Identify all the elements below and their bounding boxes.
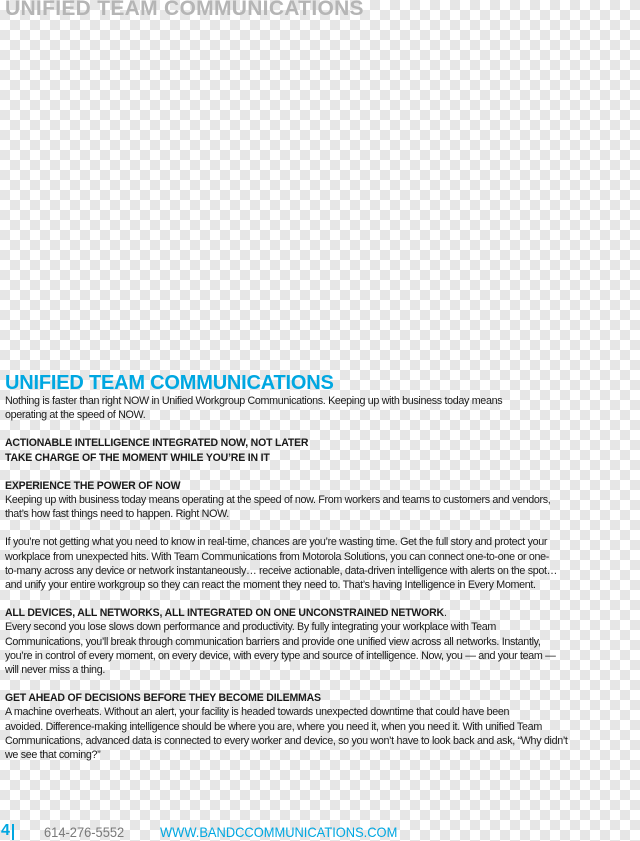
- section-heading-take-charge: TAKE CHARGE OF THE MOMENT WHILE YOU’RE IN IT: [5, 451, 270, 464]
- footer-phone: 614-276-5552: [44, 824, 125, 840]
- intro-paragraph: [5, 394, 637, 422]
- paragraph-line: A machine overheats. Without an alert, your facility is headed towards unexpected downtime that could have been: [5, 706, 510, 719]
- heading-period: .: [443, 607, 447, 620]
- paragraph-line: to-many across any device or network instantaneously… receive actionable, data-driven intelligence with alerts on the spot…: [5, 564, 558, 577]
- paragraph-power-of-now: [5, 493, 637, 521]
- section-heading-actionable: ACTIONABLE INTELLIGENCE INTEGRATED NOW, NOT LATER: [5, 437, 309, 450]
- document-body: [5, 372, 637, 762]
- paragraph-line: will never miss a thing.: [5, 664, 105, 677]
- footer-divider: [12, 824, 14, 840]
- section-heading-power-of-now: EXPERIENCE THE POWER OF NOW: [5, 479, 181, 492]
- paragraph-line: you’re in control of every moment, on every device, with every type and source of intelligence. Now, you — and your team —: [5, 649, 556, 662]
- paragraph-real-time: [5, 535, 637, 592]
- paragraph-line: we see that coming?”: [5, 749, 101, 762]
- paragraph-line: Keeping up with business today means operating at the speed of now. From workers and teams to customers and vendors,: [5, 494, 551, 507]
- intro-line: operating at the speed of NOW.: [5, 409, 146, 422]
- section-heading-all-devices: [5, 606, 637, 620]
- paragraph-line: If you’re not getting what you need to know in real-time, chances are you’re wasting time. Get the full story and protect your: [5, 536, 548, 549]
- footer-website-link[interactable]: WWW.BANDCCOMMUNICATIONS.COM: [160, 824, 398, 840]
- paragraph-line: that’s how fast things need to happen. Right NOW.: [5, 508, 229, 521]
- paragraph-line: Communications, you’ll break through communication barriers and provide one unified view across all networks. Instantly,: [5, 635, 541, 648]
- page-title: UNIFIED TEAM COMMUNICATIONS: [5, 372, 334, 394]
- paragraph-line: Every second you lose slows down performance and productivity. By fully integrating your workplace with Team: [5, 621, 497, 634]
- page-footer: [0, 822, 640, 840]
- heading-text: ALL DEVICES, ALL NETWORKS, ALL INTEGRATED ON ONE UNCONSTRAINED NETWORK: [5, 607, 444, 620]
- faded-header-title: UNIFIED TEAM COMMUNICATIONS: [5, 0, 364, 20]
- intro-line: Nothing is faster than right NOW in Unified Workgroup Communications. Keeping up with business today means: [5, 395, 503, 407]
- paragraph-get-ahead: [5, 705, 637, 762]
- section-heading-get-ahead: GET AHEAD OF DECISIONS BEFORE THEY BECOME DILEMMAS: [5, 692, 321, 705]
- paragraph-line: avoided. Difference-making intelligence should be where you are, where you need it, when you need it. With unified Team: [5, 720, 542, 733]
- paragraph-all-devices: [5, 620, 637, 677]
- paragraph-line: and unify your entire workgroup so they can react the moment they need to. That’s having Intelligence in Every Moment.: [5, 579, 536, 592]
- paragraph-line: Communications, advanced data is connected to every worker and device, so you won’t have to look back and ask, “Why didn’t: [5, 734, 568, 747]
- page-number: 4: [1, 822, 10, 839]
- paragraph-line: workplace from unexpected hits. With Team Communications from Motorola Solutions, you can connect one-to-one or one-: [5, 550, 550, 563]
